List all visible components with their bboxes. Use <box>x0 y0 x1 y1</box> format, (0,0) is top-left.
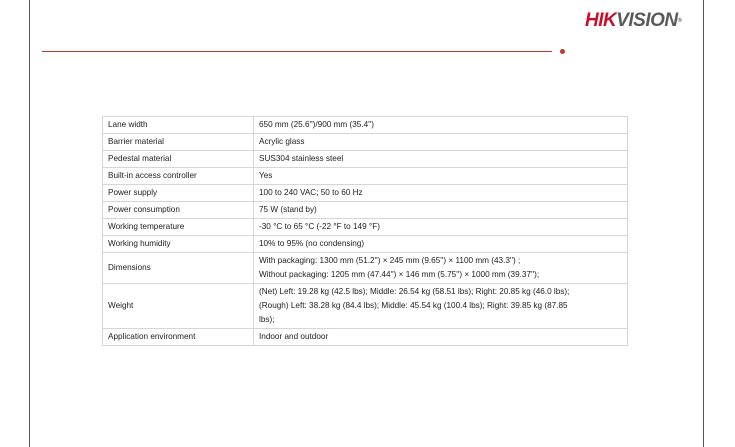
spec-label: Weight <box>103 284 254 329</box>
spec-value-line: Without packaging: 1205 mm (47.44'') × 146 mm (5.75'') × 1000 mm (39.37''); <box>259 270 540 279</box>
spec-label: Power consumption <box>103 202 254 219</box>
spec-value <box>254 329 628 346</box>
spec-label: Power supply <box>103 185 254 202</box>
spec-value-line: With packaging: 1300 mm (51.2'') × 245 mm (9.65'') × 1100 mm (43.3'') ; <box>259 256 521 265</box>
spec-row <box>103 151 628 168</box>
spec-row <box>103 202 628 219</box>
spec-value-line: 650 mm (25.6'')/900 mm (35.4'') <box>259 120 375 129</box>
spec-value-line: lbs); <box>259 315 275 324</box>
spec-label: Dimensions <box>103 253 254 284</box>
header-divider-dot <box>560 49 565 54</box>
spec-value <box>254 168 628 185</box>
spec-row <box>103 185 628 202</box>
spec-value-line: 100 to 240 VAC; 50 to 60 Hz <box>259 188 363 197</box>
spec-label: Pedestal material <box>103 151 254 168</box>
logo-vision-text: VISION <box>616 10 678 31</box>
spec-value-line: Acrylic glass <box>259 137 305 146</box>
spec-value-line: 10% to 95% (no condensing) <box>259 239 365 248</box>
spec-value <box>254 236 628 253</box>
spec-value-line: (Net) Left: 19.28 kg (42.5 lbs); Middle: 26.54 kg (58.51 lbs); Right: 20.85 kg (46.0 lbs); <box>259 287 570 296</box>
spec-value <box>254 151 628 168</box>
spec-value-line: SUS304 stainless steel <box>259 154 344 163</box>
spec-value <box>254 253 628 284</box>
spec-value <box>254 134 628 151</box>
spec-label: Lane width <box>103 117 254 134</box>
spec-label: Built-in access controller <box>103 168 254 185</box>
spec-row <box>103 236 628 253</box>
logo-hik-text: HIK <box>585 10 617 31</box>
spec-value <box>254 117 628 134</box>
spec-value-line: 75 W (stand by) <box>259 205 317 214</box>
spec-row <box>103 284 628 329</box>
spec-value-line: (Rough) Left: 38.28 kg (84.4 lbs); Middle: 45.54 kg (100.4 lbs); Right: 39.85 kg (87.85 <box>259 301 568 310</box>
spec-value-line: Indoor and outdoor <box>259 332 329 341</box>
specification-table-body <box>103 117 628 346</box>
spec-row <box>103 117 628 134</box>
spec-label: Application environment <box>103 329 254 346</box>
specification-table <box>102 116 628 346</box>
spec-row <box>103 253 628 284</box>
spec-row <box>103 329 628 346</box>
spec-value-line: Yes <box>259 171 273 180</box>
spec-row <box>103 168 628 185</box>
spec-label: Working temperature <box>103 219 254 236</box>
spec-value <box>254 219 628 236</box>
spec-value <box>254 202 628 219</box>
hikvision-logo <box>585 11 682 31</box>
spec-label: Barrier material <box>103 134 254 151</box>
spec-value <box>254 185 628 202</box>
spec-label: Working humidity <box>103 236 254 253</box>
header-divider-line <box>42 51 552 52</box>
logo-registered-mark: ® <box>677 18 682 24</box>
spec-row <box>103 219 628 236</box>
spec-value-line: -30 °C to 65 °C (-22 °F to 149 °F) <box>259 222 380 231</box>
spec-value <box>254 284 628 329</box>
spec-row <box>103 134 628 151</box>
